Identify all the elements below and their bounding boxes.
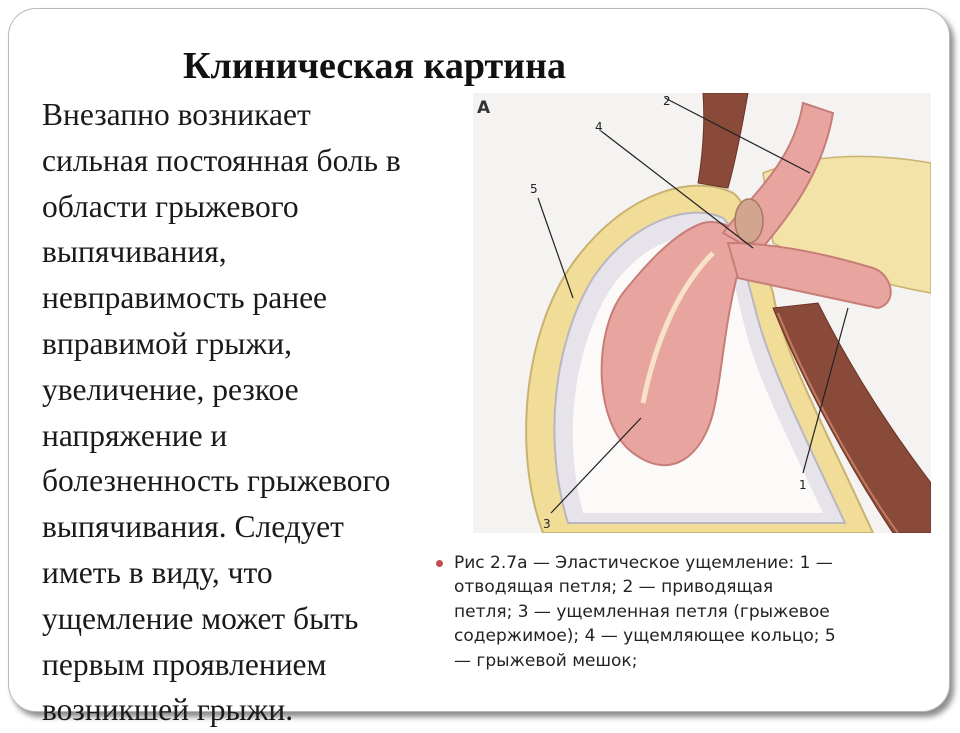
body-line: ущемление может быть — [42, 600, 359, 636]
hernia-diagram — [473, 93, 931, 533]
body-line: вправимой грыжи, — [42, 325, 292, 361]
body-line: увеличение, резкое — [42, 371, 299, 407]
caption-line: — грыжевой мешок; — [454, 650, 638, 671]
hernia-illustration — [473, 93, 931, 533]
body-line: первым проявлением — [42, 646, 327, 682]
body-line: иметь в виду, что — [42, 554, 273, 590]
bullet-icon — [436, 560, 443, 567]
figure-caption — [436, 551, 916, 673]
body-line: возникшей грыжи. — [42, 692, 294, 728]
body-line: выпячивания, — [42, 234, 227, 270]
body-line: невправимость ранее — [42, 280, 328, 316]
caption-line: содержимое); 4 — ущемляющее кольцо; 5 — [454, 626, 836, 647]
caption-line: Рис 2.7а — Эластическое ущемление: 1 — — [454, 553, 833, 573]
body-line: сильная постоянная боль в — [42, 142, 401, 178]
panel-label: A — [477, 98, 491, 118]
body-text — [42, 92, 472, 733]
caption-line: петля; 3 — ущемленная петля (грыжевое — [454, 601, 830, 622]
marker-label-1: 1 — [799, 478, 807, 492]
marker-label-2: 2 — [663, 94, 671, 108]
slide-title: Клиническая картина — [183, 45, 566, 87]
body-line: напряжение и — [42, 417, 228, 453]
body-line: болезненность грыжевого — [42, 463, 391, 499]
marker-label-3: 3 — [543, 517, 551, 531]
body-line: области грыжевого — [42, 188, 299, 224]
marker-label-4: 4 — [595, 120, 603, 134]
marker-label-5: 5 — [530, 182, 538, 196]
body-line: Внезапно возникает — [42, 97, 311, 132]
body-line: выпячивания. Следует — [42, 509, 344, 545]
caption-line: отводящая петля; 2 — приводящая — [454, 577, 774, 598]
